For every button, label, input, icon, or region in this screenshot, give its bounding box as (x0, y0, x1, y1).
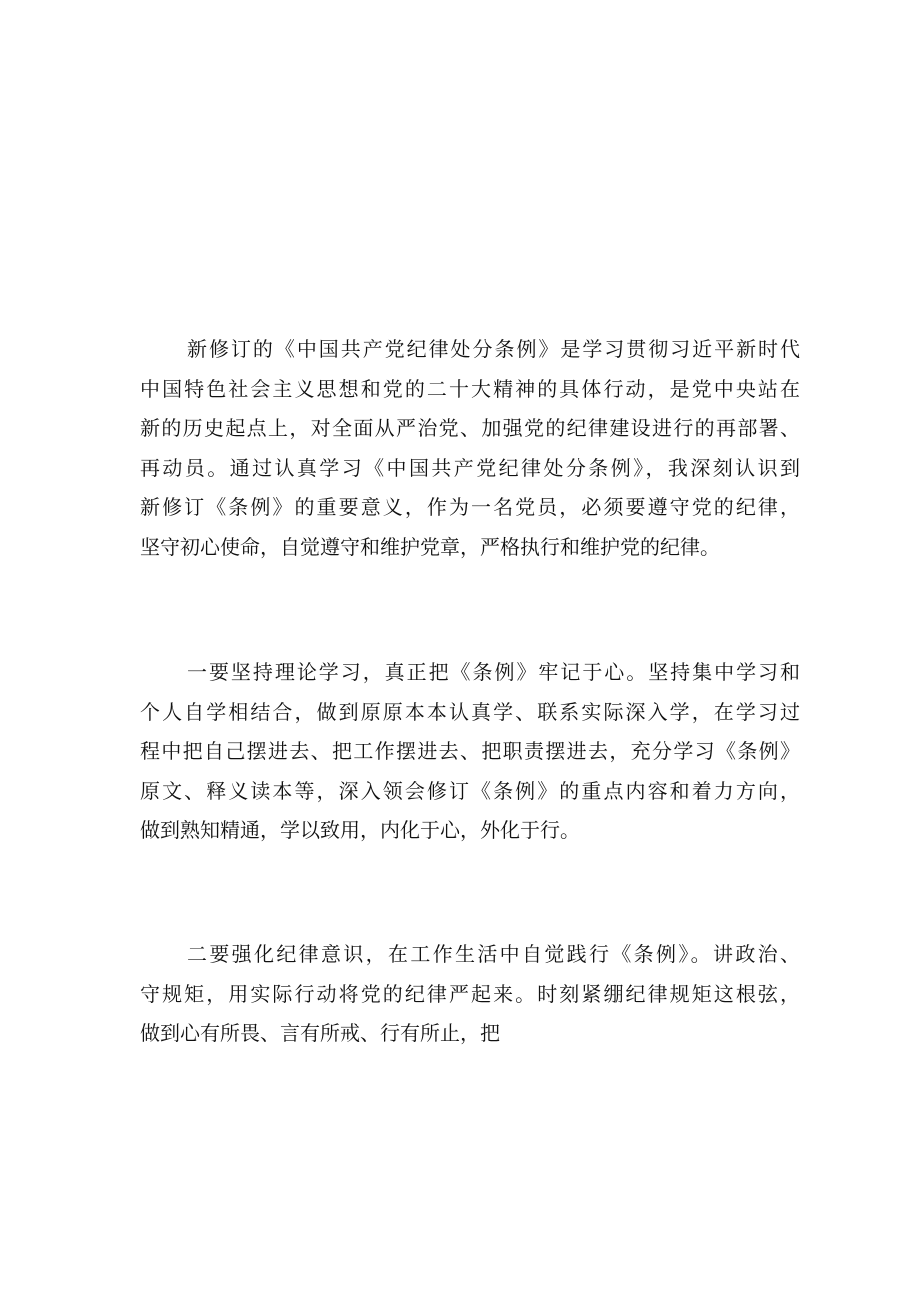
paragraph-theory-study (140, 653, 800, 851)
paragraph-line: 守规矩，用实际行动将党的纪律严起来。时刻紧绷纪律规矩这根弦， (140, 981, 800, 1006)
paragraph-line: 做到心有所畏、言有所戒、行有所止，把 (140, 1021, 500, 1045)
paragraph-line: 新修订《条例》的重要意义，作为一名党员，必须要遵守党的纪律， (140, 495, 800, 519)
paragraph-line: 个人自学相结合，做到原原本本认真学、联系实际深入学，在学习过 (140, 699, 800, 724)
paragraph-line: 二要强化纪律意识，在工作生活中自觉践行《条例》。讲政治、 (187, 942, 800, 966)
paragraph-line: 再动员。通过认真学习《中国共产党纪律处分条例》，我深刻认识到 (140, 455, 800, 480)
paragraph-discipline-awareness (140, 935, 800, 1054)
paragraph-line: 一要坚持理论学习，真正把《条例》牢记于心。坚持集中学习和 (187, 660, 800, 684)
paragraph-line: 坚守初心使命，自觉遵守和维护党章，严格执行和维护党的纪律。 (140, 534, 720, 559)
paragraph-line: 原文、释义读本等，深入领会修订《条例》的重点内容和着力方向， (140, 778, 800, 803)
paragraph-intro (140, 330, 800, 567)
paragraph-line: 做到熟知精通，学以致用，内化于心，外化于行。 (140, 818, 580, 842)
paragraph-line: 程中把自己摆进去、把工作摆进去、把职责摆进去，充分学习《条例》 (140, 739, 800, 763)
paragraph-line: 新的历史起点上，对全面从严治党、加强党的纪律建设进行的再部署、 (140, 416, 800, 440)
paragraph-line: 中国特色社会主义思想和党的二十大精神的具体行动，是党中央站在 (140, 376, 800, 401)
paragraph-line: 新修订的《中国共产党纪律处分条例》是学习贯彻习近平新时代 (187, 337, 800, 361)
